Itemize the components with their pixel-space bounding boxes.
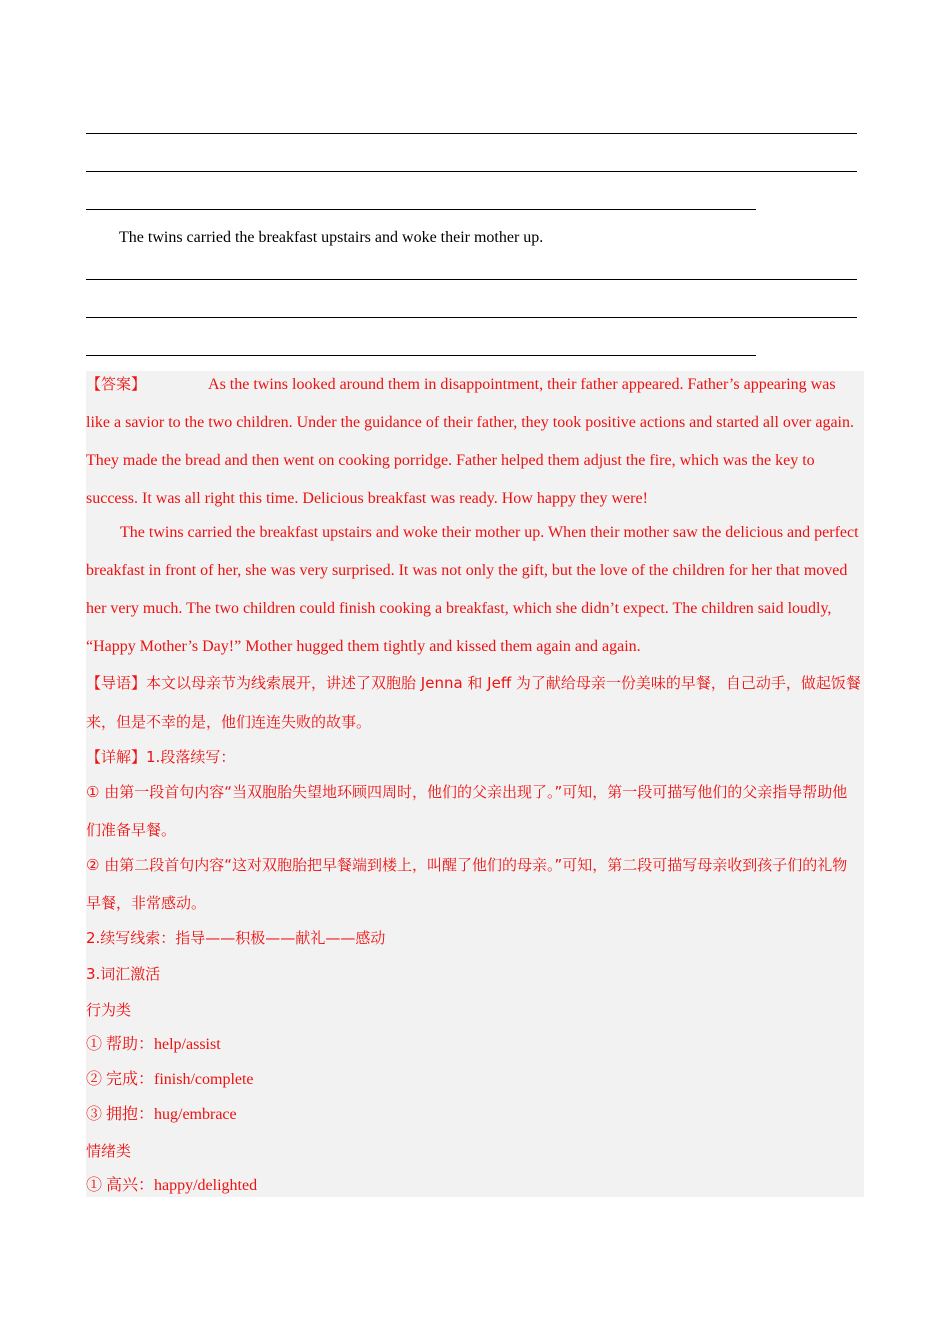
answer-label: 【答案】: [86, 375, 147, 393]
paragraph-prompt: The twins carried the breakfast upstairs and woke their mother up.: [119, 229, 544, 246]
guide-label: 【导语】: [86, 674, 147, 692]
guide-text: 本文以母亲节为线索展开，讲述了双胞胎 Jenna 和 Jeff 为了献给母亲一份美味的早餐，自己动手，做起饭餐来，但是不幸的是，他们连连失败的故事。: [86, 674, 861, 731]
answer-line: [86, 355, 756, 356]
detail-item-2: ② 由第二段首句内容“这对双胞胎把早餐端到楼上，叫醒了他们的母亲。”可知，第二段可描写母亲收到孩子们的礼物早餐，非常感动。: [86, 856, 848, 912]
detail-heading: [86, 747, 235, 767]
detail-heading-3: 3.词汇激活: [86, 965, 161, 983]
vocab-item-1: ① 帮助：help/assist: [86, 1036, 221, 1053]
answer-paragraph-2: The twins carried the breakfast upstairs and woke their mother up. When their mother saw the delicious and perfect breakfast in front of her, she was very surprised. It was not only the gift, but the love of the children for her that moved her very much. The two children could finish cooking a breakfast, which she didn’t expect. The children said loudly, “Happy Mother’s Day!” Mother hugged them tightly and kissed them again and again.: [86, 524, 859, 655]
answer-line: [86, 209, 756, 210]
vocab-category-2: 情绪类: [86, 1142, 132, 1160]
vocab-item-3: ③ 拥抱：hug/embrace: [86, 1106, 237, 1123]
detail-item-1: ① 由第一段首句内容“当双胞胎失望地环顾四周时，他们的父亲出现了。”可知，第一段可描写他们的父亲指导帮助他们准备早餐。: [86, 783, 848, 839]
vocab-item-4: ① 高兴：happy/delighted: [86, 1177, 258, 1194]
guide-paragraph: [86, 664, 861, 742]
vocab-item-2: ② 完成：finish/complete: [86, 1071, 254, 1088]
detail-heading-2: 2.续写线索：指导——积极——献礼——感动: [86, 929, 386, 947]
answer-paragraph-1: [86, 365, 861, 518]
vocab-category-1: 行为类: [86, 1001, 132, 1019]
answer-text-1: As the twins looked around them in disappointment, their father appeared. Father’s appearing was like a savior to the two children. Under the guidance of their father, they took positive actions and started all over again. They made the bread and then went on cooking porridge. Father helped them adjust the fire, which was the key to success. It was all right this time. Delicious breakfast was ready. How happy they were!: [86, 376, 854, 507]
answer-line: [86, 171, 857, 172]
detail-label: 【详解】: [86, 748, 147, 766]
answer-line: [86, 317, 857, 318]
answer-line: [86, 279, 857, 280]
detail-heading-1: 1.段落续写：: [146, 748, 236, 766]
answer-line: [86, 133, 857, 134]
